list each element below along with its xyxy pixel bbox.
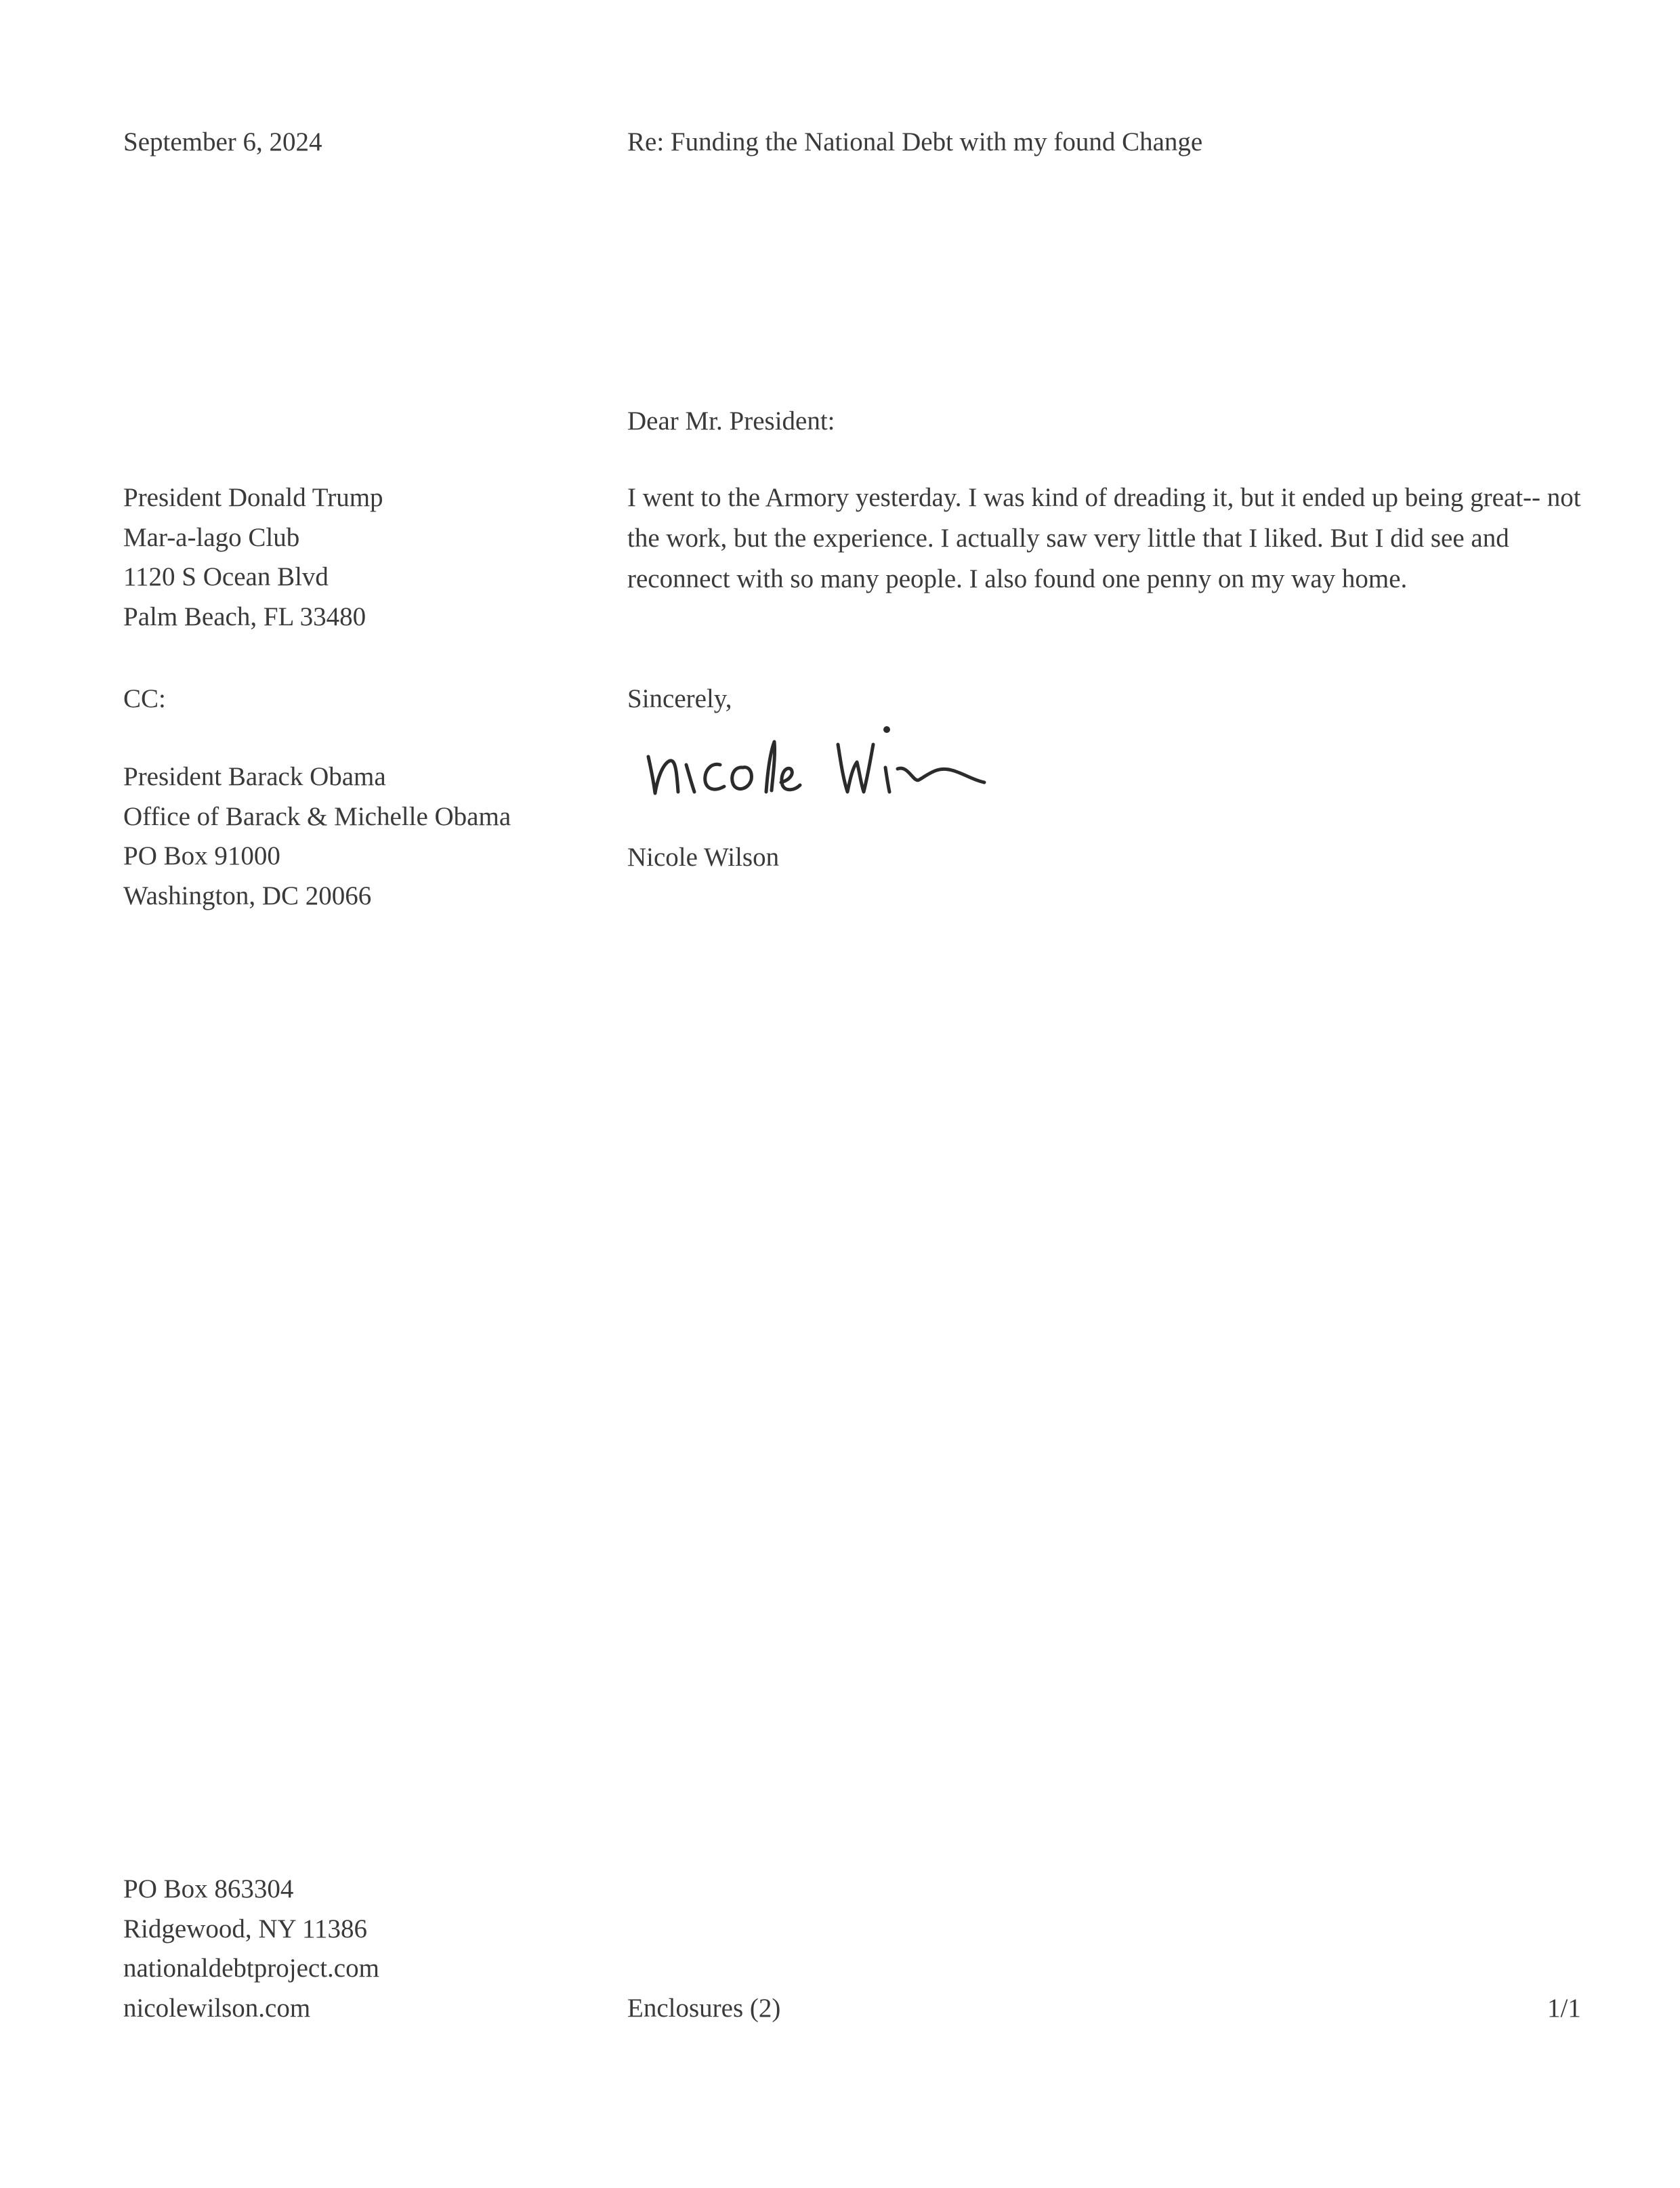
recipient-line: Mar-a-lago Club (123, 522, 300, 552)
signature-name: Nicole Wilson (627, 843, 780, 872)
cc-recipient-line: Washington, DC 20066 (123, 881, 372, 910)
cc-recipient-line: President Barack Obama (123, 762, 386, 791)
closing: Sincerely, (627, 684, 732, 713)
recipient-line: 1120 S Ocean Blvd (123, 562, 329, 591)
recipient-line: Palm Beach, FL 33480 (123, 602, 366, 631)
sender-address (123, 1870, 379, 2028)
sender-line: nationaldebtproject.com (123, 1954, 379, 1983)
sender-line: Ridgewood, NY 11386 (123, 1914, 368, 1943)
salutation: Dear Mr. President: (627, 406, 835, 436)
recipient-line: President Donald Trump (123, 483, 383, 512)
page-number: 1/1 (1547, 1994, 1581, 2023)
cc-label: CC: (123, 684, 166, 713)
letter-subject: Re: Funding the National Debt with my found Change (627, 127, 1203, 156)
letter-body: I went to the Armory yesterday. I was kind of dreading it, but it ended up being great-- not the work, but the experience. I actually saw very little that I liked. But I did see and reconnect with so many people. I also found one penny on my way home. (627, 483, 1581, 593)
sender-line: nicolewilson.com (123, 1993, 311, 2023)
recipient-address (123, 478, 383, 637)
letter-date: September 6, 2024 (123, 127, 322, 156)
handwritten-signature (640, 715, 992, 816)
sender-line: PO Box 863304 (123, 1874, 294, 1903)
cc-recipient-line: PO Box 91000 (123, 841, 280, 870)
enclosures-note: Enclosures (2) (627, 1994, 781, 2023)
cc-recipient-address (123, 757, 511, 916)
cc-recipient-line: Office of Barack & Michelle Obama (123, 801, 511, 831)
